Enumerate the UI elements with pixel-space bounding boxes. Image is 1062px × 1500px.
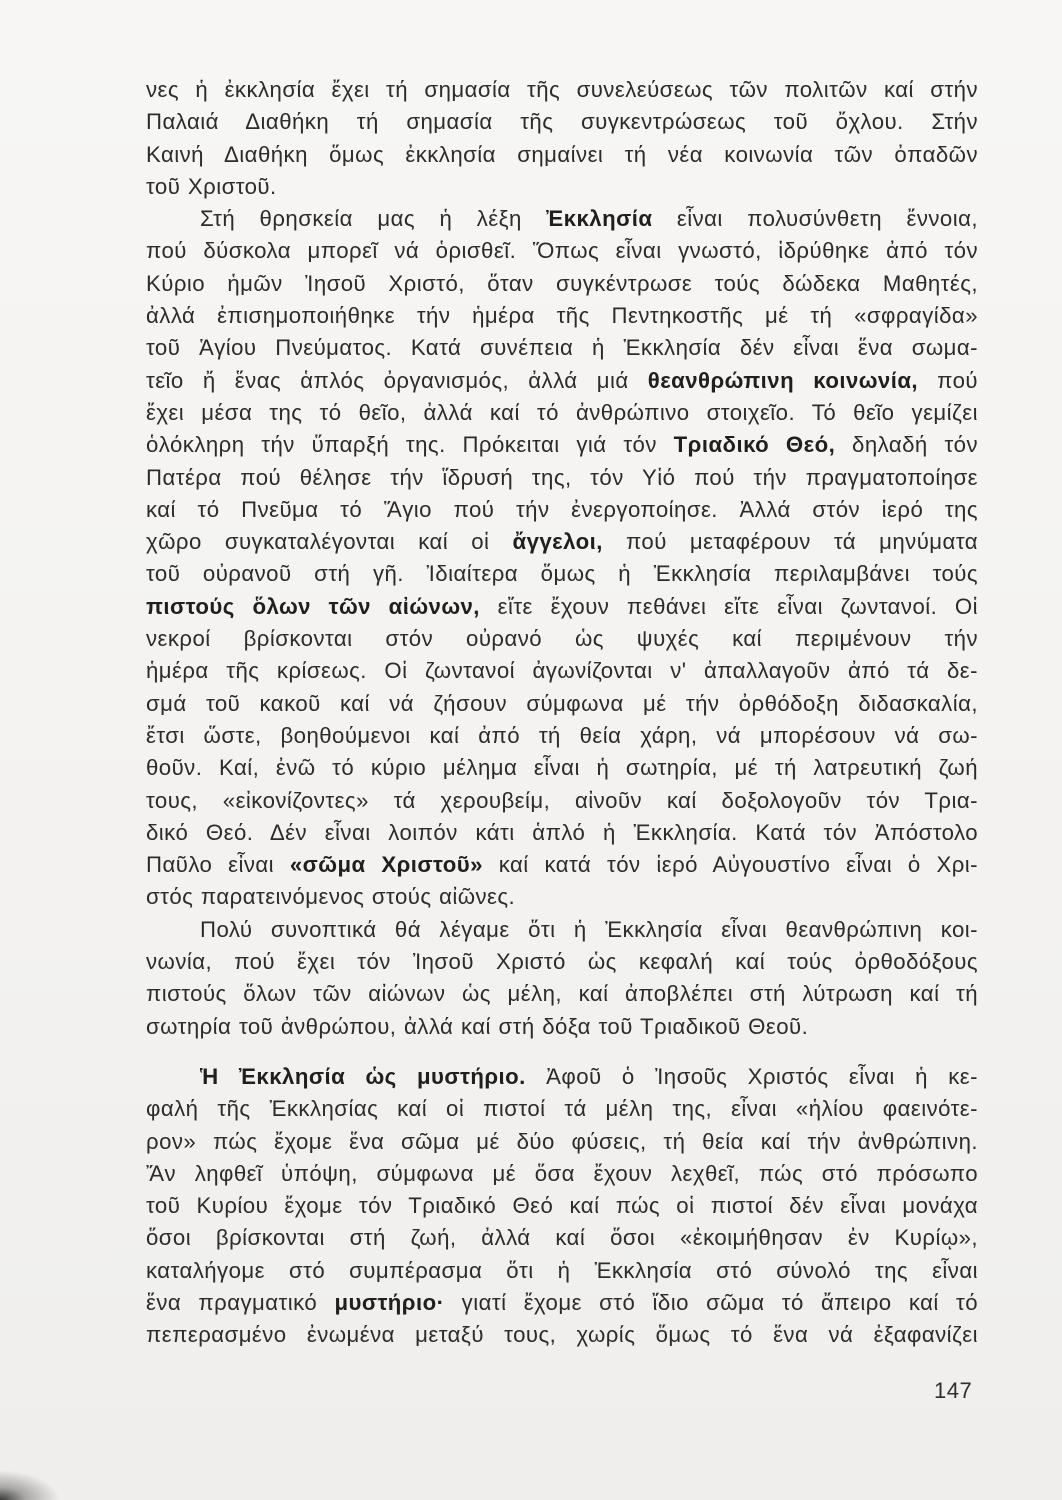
text-line: Ἡ Ἐκκλησία ὡς μυστήριο. Ἀφοῦ ὁ Ἰησοῦς Χριστός εἶναι ἡ κε- (200, 1063, 978, 1089)
text-line: σμά τοῦ κακοῦ καί νά ζήσουν σύμφωνα μέ τήν ὀρθόδοξη διδασκαλία, (146, 690, 978, 716)
text-line: ὁλόκληρη τήν ὕπαρξή της. Πρόκειται γιά τόν Τριαδικό Θεό, δηλαδή τόν (146, 432, 978, 458)
text-line: τοῦ Κυρίου ἔχομε τόν Τριαδικό Θεό καί πώς οἱ πιστοί δέν εἶναι μονάχα (146, 1193, 978, 1219)
bold-term: μυστήριο· (334, 1289, 445, 1315)
section-heading: Ἡ Ἐκκλησία ὡς μυστήριο. (200, 1063, 526, 1089)
paragraph-gap (146, 1043, 978, 1061)
text-line: καί τό Πνεῦμα τό Ἅγιο πού τήν ἐνεργοποίησε. Ἀλλά στόν ἱερό της (146, 496, 978, 522)
text-line: ἀλλά ἐπισημοποιήθηκε τήν ἡμέρα τῆς Πεντηκοστῆς μέ τή «σφραγίδα» (146, 303, 978, 329)
bold-term: ἄγγελοι, (512, 529, 603, 555)
text-line: τους, «εἰκονίζοντες» τά χερουβείμ, αἰνοῦν καί δοξολογοῦν τόν Τρια- (146, 787, 978, 813)
text-line: Παῦλο εἶναι «σῶμα Χριστοῦ» καί κατά τόν ἱερό Αὐγουστίνο εἶναι ὁ Χρι- (146, 852, 978, 878)
text-line: πού δύσκολα μπορεῖ νά ὁρισθεῖ. Ὅπως εἶναι γνωστό, ἱδρύθηκε ἀπό τόν (146, 238, 978, 264)
text-line: ἡμέρα τῆς κρίσεως. Οἱ ζωντανοί ἀγωνίζονται ν' ἀπαλλαγοῦν ἀπό τά δε- (146, 658, 978, 684)
text-line: ἕνα πραγματικό μυστήριο· γιατί ἔχομε στό ἴδιο σῶμα τό ἄπειρο καί τό (146, 1289, 978, 1315)
text-line: φαλή τῆς Ἐκκλησίας καί οἱ πιστοί τά μέλη της, εἶναι «ἡλίου φαεινότε- (146, 1096, 978, 1122)
text-line: Καινή Διαθήκη ὅμως ἐκκλησία σημαίνει τή νέα κοινωνία τῶν ὀπαδῶν (146, 141, 978, 167)
text-line: ρον» πώς ἔχομε ἕνα σῶμα μέ δύο φύσεις, τή θεία καί τήν ἀνθρώπινη. (146, 1128, 978, 1154)
text-line: Κύριο ἡμῶν Ἰησοῦ Χριστό, ὅταν συγκέντρωσε τούς δώδεκα Μαθητές, (146, 270, 978, 296)
text-line: τοῦ Ἁγίου Πνεύματος. Κατά συνέπεια ἡ Ἐκκλησία δέν εἶναι ἕνα σωμα- (146, 335, 978, 361)
text-line: σωτηρία τοῦ ἀνθρώπου, ἀλλά καί στή δόξα τοῦ Τριαδικοῦ Θεοῦ. (146, 1013, 809, 1039)
text-line: ἔτσι ὥστε, βοηθούμενοι καί ἀπό τή θεία χάρη, νά μπορέσουν νά σω- (146, 722, 978, 748)
text-line: ὅσοι βρίσκονται στή ζωή, ἀλλά καί ὅσοι «ἐκοιμήθησαν ἐν Κυρίῳ», (146, 1225, 978, 1251)
body-text (146, 74, 978, 1352)
text-line: νεκροί βρίσκονται στόν οὐρανό ὡς ψυχές καί περιμένουν τήν (146, 626, 978, 652)
text-line: πιστούς ὅλων τῶν αἰώνων ὡς μέλη, καί ἀποβλέπει στή λύτρωση καί τή (146, 981, 978, 1007)
text-line: καταλήγομε στό συμπέρασμα ὅτι ἡ Ἐκκλησία στό σύνολό της εἶναι (146, 1257, 978, 1283)
text-line: πιστούς ὅλων τῶν αἰώνων, εἴτε ἔχουν πεθάνει εἴτε εἶναι ζωντανοί. Οἱ (146, 593, 979, 619)
text-line: νες ἡ ἐκκλησία ἔχει τή σημασία τῆς συνελεύσεως τῶν πολιτῶν καί στήν (146, 77, 978, 102)
text-line: δικό Θεό. Δέν εἶναι λοιπόν κάτι ἁπλό ἡ Ἐκκλησία. Κατά τόν Ἀπόστολο (146, 819, 978, 845)
text-line: νωνία, πού ἔχει τόν Ἰησοῦ Χριστό ὡς κεφαλή καί τούς ὀρθοδόξους (146, 949, 978, 975)
page-edge-shadow (0, 1470, 60, 1500)
text-line: χῶρο συγκαταλέγονται καί οἱ ἄγγελοι, πού μεταφέρουν τά μηνύματα (146, 529, 978, 555)
text-line: πεπερασμένο ἐνωμένα μεταξύ τους, χωρίς ὅμως τό ἕνα νά ἐξαφανίζει (146, 1322, 978, 1348)
text-line: τοῦ οὐρανοῦ στή γῆ. Ἰδιαίτερα ὅμως ἡ Ἐκκλησία περιλαμβάνει τούς (146, 561, 978, 587)
text-line: Πατέρα πού θέλησε τήν ἵδρυσή της, τόν Υἱό πού τήν πραγματοποίησε (146, 464, 978, 490)
bold-term: πιστούς ὅλων τῶν αἰώνων, (146, 593, 480, 619)
bold-term: Ἐκκλησία (546, 206, 653, 232)
text-line: Πολύ συνοπτικά θά λέγαμε ὅτι ἡ Ἐκκλησία εἶναι θεανθρώπινη κοι- (200, 916, 978, 942)
text-line: Παλαιά Διαθήκη τή σημασία τῆς συγκεντρώσεως τοῦ ὄχλου. Στήν (146, 109, 978, 135)
text-line: τεῖο ἤ ἕνας ἁπλός ὀργανισμός, ἀλλά μιά θεανθρώπινη κοινωνία, πού (146, 367, 978, 393)
text-line: θοῦν. Καί, ἐνῶ τό κύριο μέλημα εἶναι ἡ σωτηρία, μέ τή λατρευτική ζωή (146, 755, 978, 781)
bold-term: «σῶμα Χριστοῦ» (289, 852, 483, 878)
bold-term: θεανθρώπινη κοινωνία, (647, 367, 919, 393)
text-line: τοῦ Χριστοῦ. (146, 173, 277, 199)
text-line: Ἄν ληφθεῖ ὑπόψη, σύμφωνα μέ ὅσα ἔχουν λεχθεῖ, πώς στό πρόσωπο (146, 1160, 978, 1186)
text-line: στός παρατεινόμενος στούς αἰῶνες. (146, 884, 516, 910)
text-line: Στή θρησκεία μας ἡ λέξη Ἐκκλησία εἶναι πολυσύνθετη ἔννοια, (200, 206, 978, 232)
bold-term: Τριαδικό Θεό, (673, 432, 836, 458)
page-number: 147 (934, 1378, 973, 1403)
text-line: ἔχει μέσα της τό θεῖο, ἀλλά καί τό ἀνθρώπινο στοιχεῖο. Τό θεῖο γεμίζει (146, 399, 978, 425)
